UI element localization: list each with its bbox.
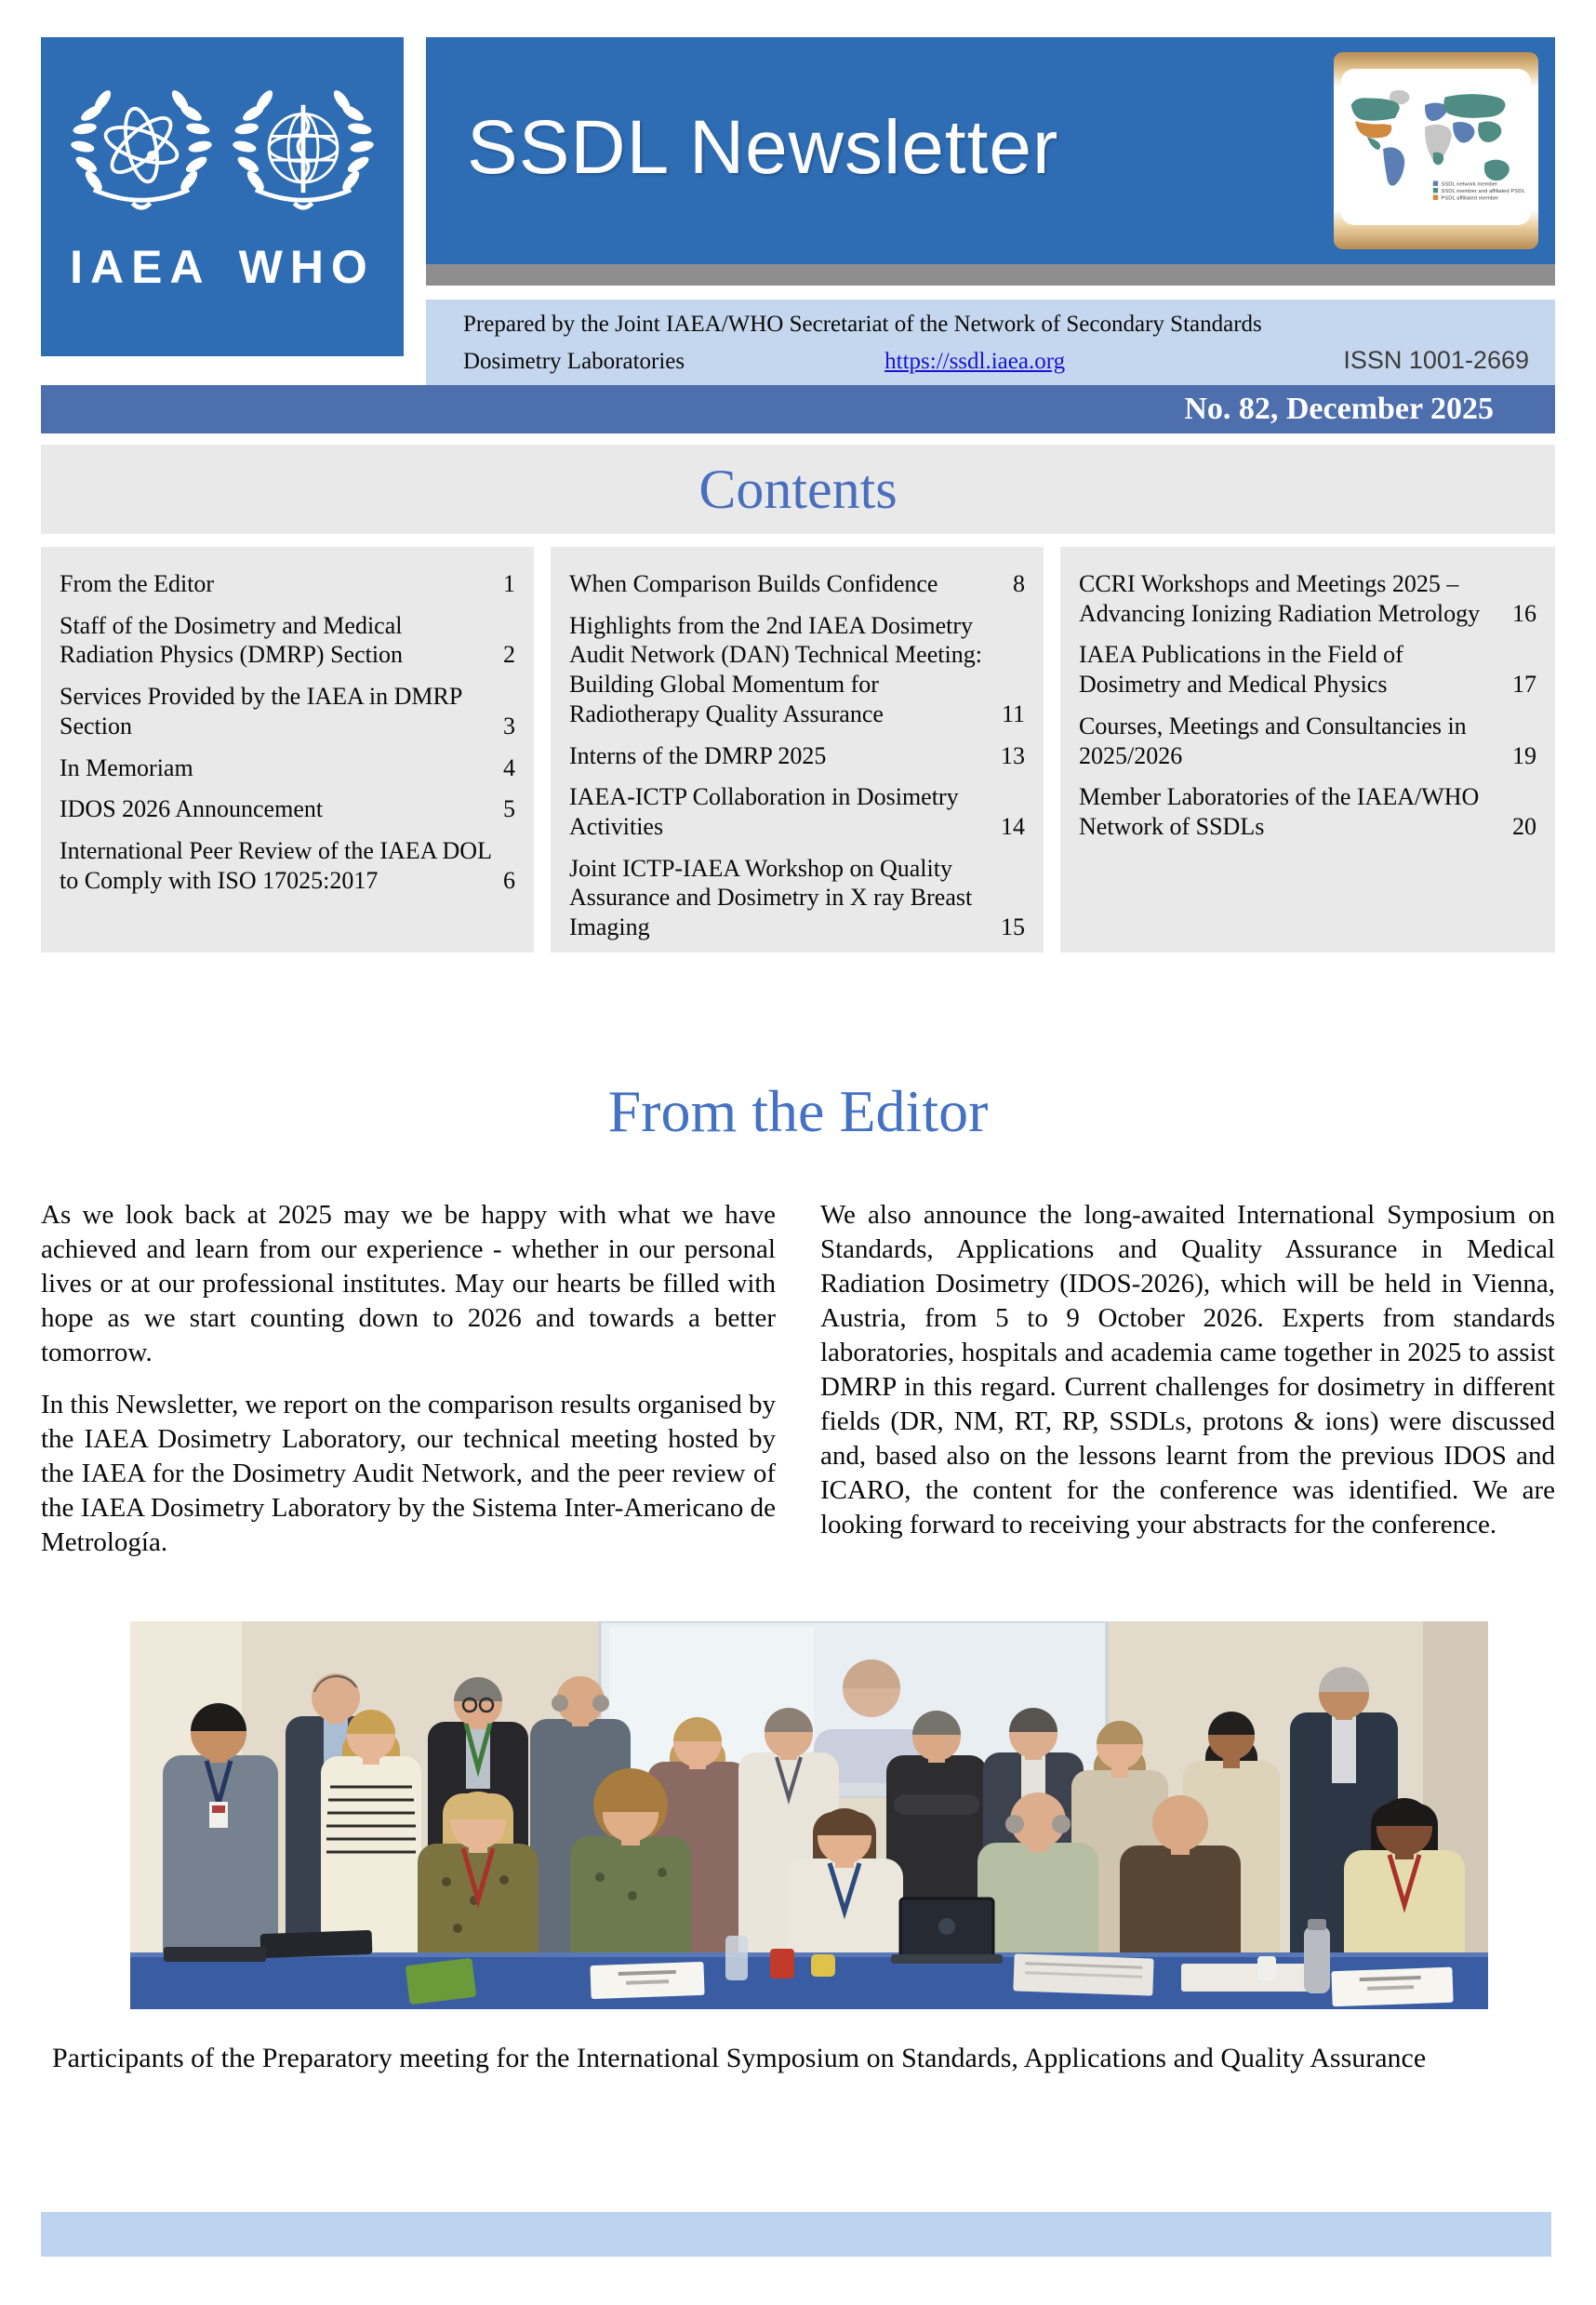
toc-item[interactable]: Member Laboratories of the IAEA/WHO Network of SSDLs 20: [1079, 783, 1536, 841]
issue-number: No. 82, December 2025: [1184, 392, 1494, 426]
ssdl-network-map-card: [1334, 52, 1538, 249]
toc-item[interactable]: International Peer Review of the IAEA DOL to Comply with ISO 17025:2017 6: [60, 837, 515, 894]
editor-column-right: [820, 1198, 1555, 1542]
toc-item[interactable]: Joint ICTP-IAEA Workshop on Quality Assurance and Dosimetry in X ray Breast Imaging 15: [569, 854, 1025, 941]
toc-item[interactable]: CCRI Workshops and Meetings 2025 – Advancing Ionizing Radiation Metrology 16: [1079, 570, 1536, 627]
newsletter-title: SSDL Newsletter: [467, 105, 1059, 190]
map-legend-ssdl-psdl: SSDL member and affiliated PSDL: [1441, 188, 1525, 194]
masthead-subtitle-box: [426, 300, 1555, 385]
prepared-line2: Dosimetry Laboratories: [463, 349, 685, 374]
ssdl-website-link[interactable]: https://ssdl.iaea.org: [884, 349, 1066, 374]
contents-title: Contents: [698, 458, 898, 520]
issn-number: ISSN 1001-2669: [1343, 346, 1529, 374]
issue-band: [41, 385, 1555, 433]
header-divider-bar: [426, 264, 1555, 286]
toc-item[interactable]: When Comparison Builds Confidence 8: [569, 570, 1025, 597]
org-logo-block: [41, 37, 404, 356]
who-logo-icon: [229, 86, 378, 234]
editor-column-left: [41, 1198, 776, 1560]
toc-item[interactable]: Highlights from the 2nd IAEA Dosimetry Audit Network (DAN) Technical Meeting: Building Global Momentum for Radiotherapy Quality Assurance 11: [569, 611, 1025, 727]
editor-paragraph: As we look back at 2025 may we be happy with what we have achieved and learn from our experience - whether in our personal lives or at our professional institutes. May our hearts be filled with hope as we start counting down to 2026 and towards a better tomorrow.: [41, 1200, 776, 1367]
toc-item[interactable]: IDOS 2026 Announcement 5: [60, 795, 515, 823]
toc-column-3: [1060, 547, 1555, 953]
toc-item[interactable]: IAEA-ICTP Collaboration in Dosimetry Activities 14: [569, 783, 1025, 841]
iaea-logo-icon: [67, 86, 216, 234]
toc-item[interactable]: Courses, Meetings and Consultancies in 2025/2026 19: [1079, 712, 1536, 769]
group-photo: [130, 1621, 1488, 2009]
toc-item[interactable]: IAEA Publications in the Field of Dosimetry and Medical Physics 17: [1079, 641, 1536, 699]
who-wordmark: WHO: [238, 241, 375, 293]
footer-bar: [41, 2212, 1551, 2257]
toc-item[interactable]: From the Editor 1: [60, 570, 515, 597]
prepared-line1: Prepared by the Joint IAEA/WHO Secretariat of the Network of Secondary Standards: [463, 312, 1262, 337]
toc-column-2: [551, 547, 1044, 953]
editor-paragraph: In this Newsletter, we report on the comparison results organised by the IAEA Dosimetry Laboratory, our technical meeting hosted by the IAEA for the Dosimetry Audit Network, and the peer review of the IAEA Dosimetry Laboratory by the Sistema Inter-Americano de Metrología.: [41, 1390, 776, 1557]
section-title-from-the-editor: From the Editor: [607, 1078, 989, 1144]
toc-column-1: [41, 547, 534, 953]
toc-item[interactable]: In Memoriam 4: [60, 753, 515, 781]
toc-item[interactable]: Staff of the Dosimetry and Medical Radiation Physics (DMRP) Section 2: [60, 611, 515, 669]
toc-item[interactable]: Services Provided by the IAEA in DMRP Section 3: [60, 683, 515, 739]
masthead-banner: [426, 37, 1555, 264]
map-legend-psdl: PSDL affiliated member: [1441, 195, 1499, 202]
iaea-wordmark: IAEA: [70, 241, 211, 293]
toc-item[interactable]: Interns of the DMRP 2025 13: [569, 741, 1025, 769]
editor-paragraph: We also announce the long-awaited International Symposium on Standards, Applications and Quality Assurance in Medical Radiation Dosimetry (IDOS-2026), which will be held in Vienna, Austria, from 5 to 9 October 2026. Experts from standards laboratories, hospitals and academia came together in 2025 to assist DMRP in this regard. Current challenges for dosimetry in different fields (DR, NM, RT, RP, SSDLs, protons & ions) were discussed and, based also on the lessons learnt from the previous IDOS and ICARO, the content for the conference was identified. We are looking forward to receiving your abstracts for the conference.: [820, 1200, 1555, 1539]
world-map: [1341, 69, 1531, 225]
contents-header: [41, 445, 1555, 534]
photo-caption: Participants of the Preparatory meeting for the International Symposium on Standards, Applications and Quality Assurance: [52, 2043, 1427, 2073]
map-legend-ssdl-member: SSDL network member: [1441, 181, 1498, 188]
